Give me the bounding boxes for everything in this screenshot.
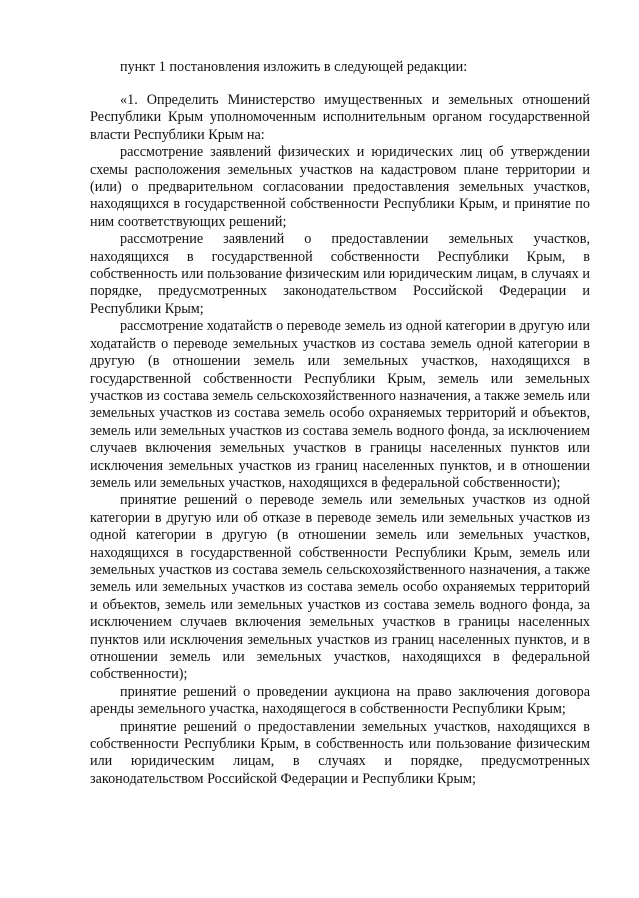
paragraph-definition: «1. Определить Министерство имущественных и земельных отношений Республики Крым уполномоченным исполнительным органом государственной власти Республики Крым на: bbox=[90, 92, 590, 143]
paragraph-scheme-approval: рассмотрение заявлений физических и юридических лиц об утверждении схемы расположения земельных участков на кадастровом плане территории и (или) о предварительном согласовании предоставления земельных участков, находящихся в государственной собственности Республики Крым, и принятие по ним соответствующих решений; bbox=[90, 144, 590, 230]
paragraph-transfer-petitions: рассмотрение ходатайств о переводе земель из одной категории в другую или ходатайств о переводе земельных участков из состава земель одной категории в другую (в отношении земель или земельных участков, находящихся в государственной собственности Республики Крым, земель или земельных участков из состава земель сельскохозяйственного назначения, а также земель или земельных участков из состава земель особо охраняемых территорий и объектов, земель или земельных участков из состава земель водного фонда, за исключением случаев включения земельных участков в границы населенных пунктов или исключения земельных участков из границ населенных пунктов, и в отношении земель или земельных участков, находящихся в федеральной собственности); bbox=[90, 318, 590, 491]
paragraph-transfer-decisions: принятие решений о переводе земель или земельных участков из одной категории в другую или об отказе в переводе земель или земельных участков из одной категории в другую (в отношении земель или земельных участков, находящихся в государственной собственности Республики Крым, земель или земельных участков из состава земель сельскохозяйственного назначения, а также земель или земельных участков из состава земель особо охраняемых территорий и объектов, земель или земельных участков из состава земель водного фонда, за исключением случаев включения земельных участков в границы населенных пунктов или исключения земельных участков из границ населенных пунктов, и в отношении земель или земельных участков, находящихся в федеральной собственности); bbox=[90, 492, 590, 683]
paragraph-provision-decisions: принятие решений о предоставлении земельных участков, находящихся в собственности Республики Крым, в собственность или пользование физическим или юридическим лицам, в случаях и порядке, предусмотренных законодательством Российской Федерации и Республики Крым; bbox=[90, 718, 590, 787]
paragraph-land-provision-applications: рассмотрение заявлений о предоставлении земельных участков, находящихся в государственной собственности Республики Крым, в собственность или пользование физическим или юридическим лицам, в случаях и порядке, предусмотренных законодательством Российской Федерации и Республики Крым; bbox=[90, 231, 590, 317]
document-body bbox=[90, 92, 590, 788]
paragraph-auction-decisions: принятие решений о проведении аукциона на право заключения договора аренды земельного участка, находящегося в собственности Республики Крым; bbox=[90, 683, 590, 718]
intro-line: пункт 1 постановления изложить в следующей редакции: bbox=[120, 59, 468, 75]
